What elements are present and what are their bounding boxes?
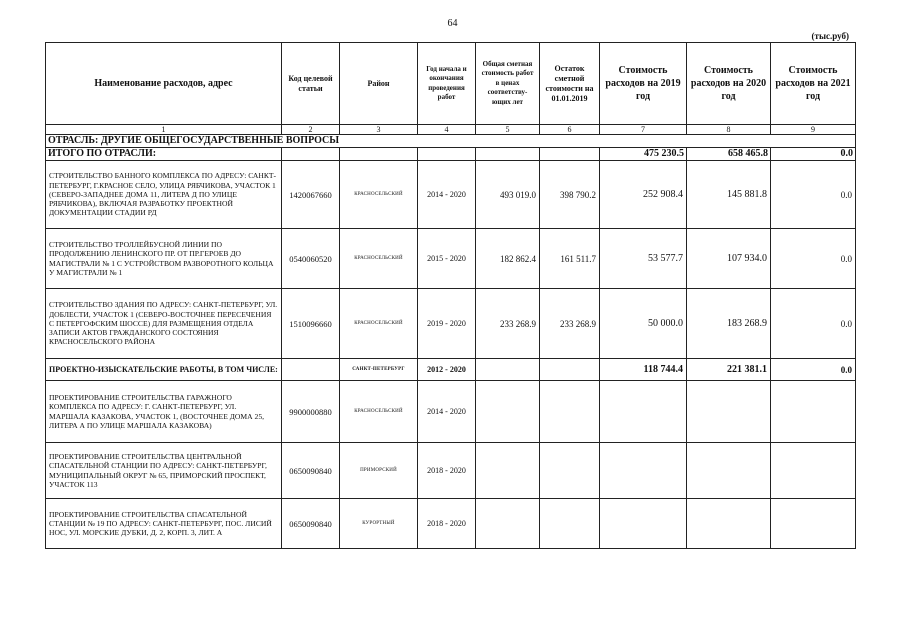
row-cost-2021: 0.0 [771, 161, 856, 229]
empty-cell [540, 381, 600, 443]
row-years: 2014 - 2020 [418, 381, 476, 443]
row-code: 1420067660 [282, 161, 340, 229]
empty-cell [687, 499, 771, 549]
empty-cell [476, 148, 540, 161]
row-code: 1510096660 [282, 289, 340, 359]
empty-cell [282, 359, 340, 381]
total-cost-2019: 475 230.5 [600, 148, 687, 161]
subsection-name: ПРОЕКТНО-ИЗЫСКАТЕЛЬСКИЕ РАБОТЫ, В ТОМ ЧИСЛЕ: [46, 359, 282, 381]
row-cost-2020: 107 934.0 [687, 229, 771, 289]
column-number: 1 [46, 125, 282, 135]
empty-cell [476, 499, 540, 549]
subsection-cost-2019: 118 744.4 [600, 359, 687, 381]
row-district: КРАСНОСЕЛЬСКИЙ [340, 289, 418, 359]
row-name: СТРОИТЕЛЬСТВО ЗДАНИЯ ПО АДРЕСУ: САНКТ-ПЕТЕРБУРГ, УЛ. ДОБЛЕСТИ, УЧАСТОК 1 (СЕВЕРО-ВОСТОЧНЕЕ ПЕРЕСЕЧЕНИЯ С ПЕТЕРГОФСКИМ ШОССЕ) ДЛЯ РАЗМЕЩЕНИЯ ОТДЕЛА ЗАПИСИ АКТОВ ГРАЖДАНСКОГО СОСТОЯНИЯ КРАСНОСЕЛЬСКОГО РАЙОНА [46, 289, 282, 359]
row-district: КУРОРТНЫЙ [340, 499, 418, 549]
header-cost-2021: Стоимость расходов на 2021 год [771, 43, 856, 125]
budget-table [45, 42, 856, 549]
table-row [46, 381, 856, 443]
row-name: ПРОЕКТИРОВАНИЕ СТРОИТЕЛЬСТВА ЦЕНТРАЛЬНОЙ СПАСАТЕЛЬНОЙ СТАНЦИИ ПО АДРЕСУ: САНКТ-ПЕТЕРБУРГ, МУНИЦИПАЛЬНЫЙ ОКРУГ № 65, ПРИМОРСКИЙ ПРОСПЕКТ, УЧАСТОК 113 [46, 443, 282, 499]
header-cost-2019: Стоимость расходов на 2019 год [600, 43, 687, 125]
empty-cell [600, 443, 687, 499]
row-remainder: 233 268.9 [540, 289, 600, 359]
subsection-district: САНКТ-ПЕТЕРБУРГ [340, 359, 418, 381]
row-code: 0650090840 [282, 443, 340, 499]
page-number: 64 [447, 18, 458, 29]
column-number: 9 [771, 125, 856, 135]
table-row [46, 229, 856, 289]
empty-cell [771, 381, 856, 443]
row-years: 2019 - 2020 [418, 289, 476, 359]
column-number: 3 [340, 125, 418, 135]
empty-cell [540, 148, 600, 161]
row-district: ПРИМОРСКИЙ [340, 443, 418, 499]
empty-cell [540, 499, 600, 549]
table-row [46, 161, 856, 229]
row-district: КРАСНОСЕЛЬСКИЙ [340, 229, 418, 289]
empty-cell [540, 443, 600, 499]
row-years: 2018 - 2020 [418, 499, 476, 549]
subsection-row [46, 359, 856, 381]
total-cost-2020: 658 465.8 [687, 148, 771, 161]
section-row [46, 135, 856, 148]
column-number-row [46, 125, 856, 135]
total-cost-2021: 0.0 [771, 148, 856, 161]
column-number: 2 [282, 125, 340, 135]
header-code: Код целевой статьи [282, 43, 340, 125]
row-cost-2019: 252 908.4 [600, 161, 687, 229]
row-estimate: 182 862.4 [476, 229, 540, 289]
empty-cell [687, 381, 771, 443]
row-estimate: 233 268.9 [476, 289, 540, 359]
empty-cell [476, 381, 540, 443]
row-name: СТРОИТЕЛЬСТВО БАННОГО КОМПЛЕКСА ПО АДРЕСУ: САНКТ-ПЕТЕРБУРГ, Г.КРАСНОЕ СЕЛО, УЛИЦА РЯБЧИКОВА, УЧАСТОК 1 (СЕВЕРО-ЗАПАДНЕЕ ДОМА 11, ЛИТЕРА Д ПО УЛИЦЕ РЯБЧИКОВА), ВКЛЮЧАЯ РАЗРАБОТКУ ПРОЕКТНОЙ ДОКУМЕНТАЦИИ СТАДИИ РД [46, 161, 282, 229]
total-label: ИТОГО ПО ОТРАСЛИ: [46, 148, 282, 161]
row-cost-2021: 0.0 [771, 289, 856, 359]
column-number: 4 [418, 125, 476, 135]
row-estimate: 493 019.0 [476, 161, 540, 229]
row-name: ПРОЕКТИРОВАНИЕ СТРОИТЕЛЬСТВА ГАРАЖНОГО КОМПЛЕКСА ПО АДРЕСУ: Г. САНКТ-ПЕТЕРБУРГ, УЛ. МАРШАЛА КАЗАКОВА, УЧАСТОК 1, (ВОСТОЧНЕЕ ДОМА 25, ЛИТЕРА А ПО УЛИЦЕ МАРШАЛА КАЗАКОВА) [46, 381, 282, 443]
empty-cell [476, 443, 540, 499]
row-years: 2015 - 2020 [418, 229, 476, 289]
empty-cell [687, 443, 771, 499]
empty-cell [771, 499, 856, 549]
header-estimate: Общая сметная стоимость работ в ценах соответству-ющих лет [476, 43, 540, 125]
row-district: КРАСНОСЕЛЬСКИЙ [340, 161, 418, 229]
empty-cell [600, 499, 687, 549]
empty-cell [418, 148, 476, 161]
row-remainder: 398 790.2 [540, 161, 600, 229]
row-cost-2020: 183 268.9 [687, 289, 771, 359]
empty-cell [540, 359, 600, 381]
row-code: 0540060520 [282, 229, 340, 289]
row-district: КРАСНОСЕЛЬСКИЙ [340, 381, 418, 443]
row-cost-2019: 53 577.7 [600, 229, 687, 289]
total-row [46, 148, 856, 161]
row-cost-2019: 50 000.0 [600, 289, 687, 359]
column-number: 5 [476, 125, 540, 135]
row-code: 0650090840 [282, 499, 340, 549]
unit-label: (тыс.руб) [811, 31, 849, 41]
table-row [46, 443, 856, 499]
column-number: 6 [540, 125, 600, 135]
row-years: 2018 - 2020 [418, 443, 476, 499]
header-cost-2020: Стоимость расходов на 2020 год [687, 43, 771, 125]
subsection-cost-2021: 0.0 [771, 359, 856, 381]
section-title: ОТРАСЛЬ: ДРУГИЕ ОБЩЕГОСУДАРСТВЕННЫЕ ВОПРОСЫ [46, 135, 856, 148]
row-cost-2020: 145 881.8 [687, 161, 771, 229]
header-row [46, 43, 856, 125]
empty-cell [771, 443, 856, 499]
column-number: 7 [600, 125, 687, 135]
empty-cell [600, 381, 687, 443]
empty-cell [340, 148, 418, 161]
subsection-cost-2020: 221 381.1 [687, 359, 771, 381]
header-years: Год начала и окончания проведения работ [418, 43, 476, 125]
row-name: СТРОИТЕЛЬСТВО ТРОЛЛЕЙБУСНОЙ ЛИНИИ ПО ПРОДОЛЖЕНИЮ ЛЕНИНСКОГО ПР. ОТ ПР.ГЕРОЕВ ДО МАГИСТРАЛИ № 1 С УСТРОЙСТВОМ РАЗВОРОТНОГО КОЛЬЦА У МАГИСТРАЛИ № 1 [46, 229, 282, 289]
table-row [46, 289, 856, 359]
row-cost-2021: 0.0 [771, 229, 856, 289]
column-number: 8 [687, 125, 771, 135]
row-remainder: 161 511.7 [540, 229, 600, 289]
empty-cell [282, 148, 340, 161]
subsection-years: 2012 - 2020 [418, 359, 476, 381]
empty-cell [476, 359, 540, 381]
row-years: 2014 - 2020 [418, 161, 476, 229]
row-name: ПРОЕКТИРОВАНИЕ СТРОИТЕЛЬСТВА СПАСАТЕЛЬНОЙ СТАНЦИИ № 19 ПО АДРЕСУ: САНКТ-ПЕТЕРБУРГ, ПОС. ЛИСИЙ НОС, УЛ. МОРСКИЕ ДУБКИ, Д. 2, КОРП. 3, ЛИТ. А [46, 499, 282, 549]
row-code: 9900000880 [282, 381, 340, 443]
table-row [46, 499, 856, 549]
header-district: Район [340, 43, 418, 125]
header-name: Наименование расходов, адрес [46, 43, 282, 125]
header-remainder: Остаток сметной стоимости на 01.01.2019 [540, 43, 600, 125]
